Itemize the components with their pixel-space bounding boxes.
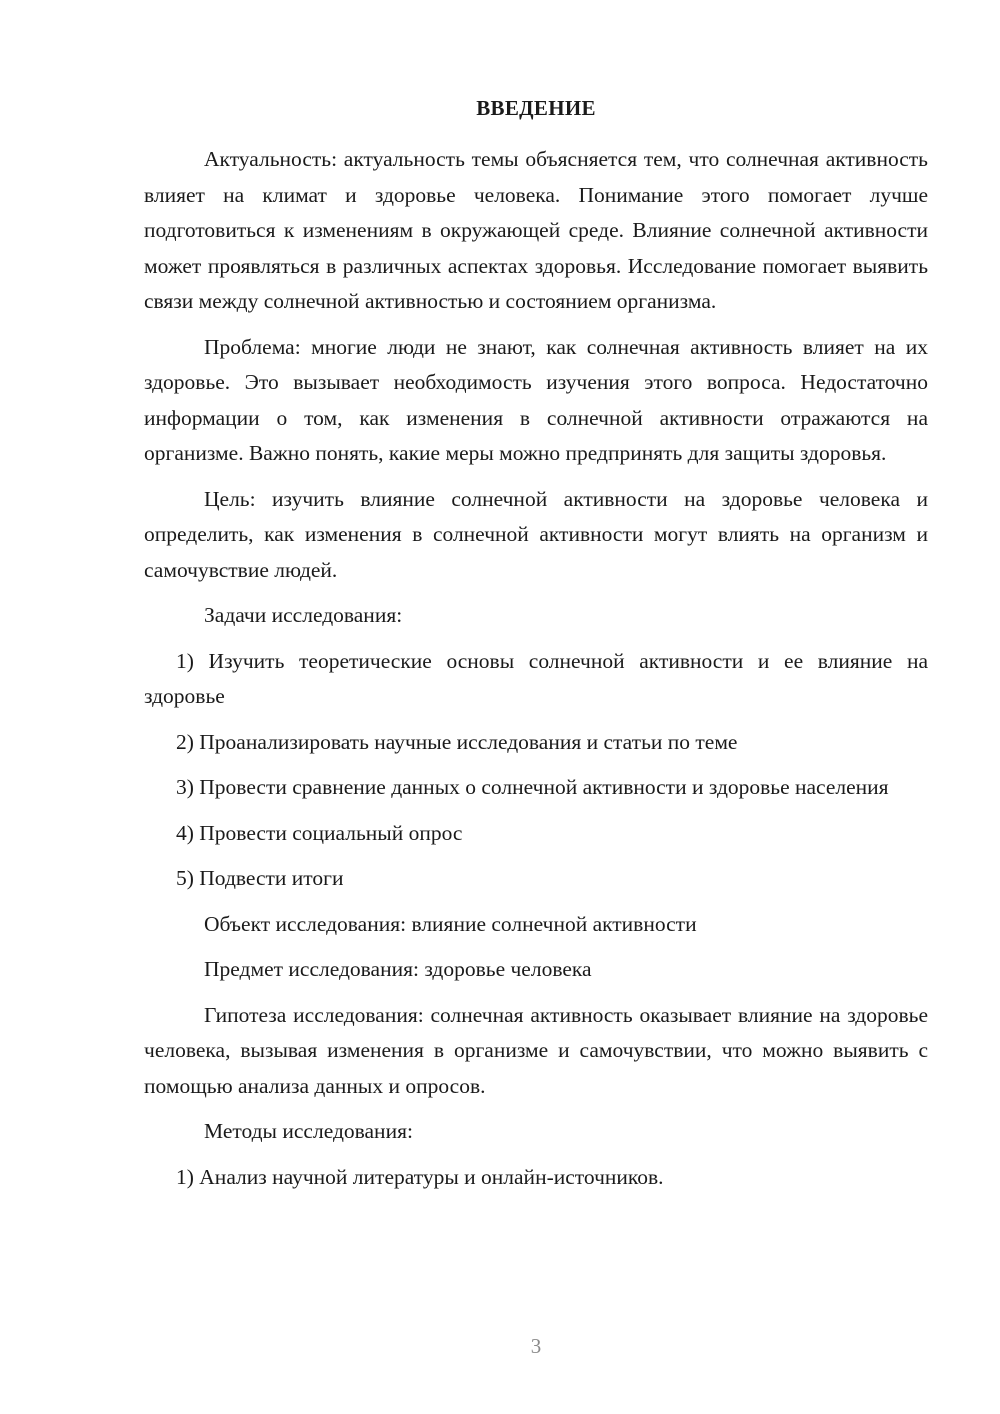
document-body <box>144 142 928 1205</box>
task-item-5: 5) Подвести итоги <box>176 866 344 890</box>
task-item-4: 4) Провести социальный опрос <box>176 820 463 845</box>
page-number: 3 <box>530 1334 542 1358</box>
object-paragraph: Объект исследования: влияние солнечной активности <box>204 911 697 936</box>
task-item-3: 3) Провести сравнение данных о солнечной активности и здоровье населения <box>176 775 889 799</box>
subject-paragraph: Предмет исследования: здоровье человека <box>204 957 592 981</box>
method-item-1: 1) Анализ научной литературы и онлайн-источников. <box>176 1164 664 1189</box>
goal-paragraph: Цель: изучить влияние солнечной активности на здоровье человека и определить, как изменения в солнечной активности могут влиять на организм и самочувствие людей. <box>144 486 928 582</box>
task-item-1: 1) Изучить теоретические основы солнечной активности и ее влияние на здоровье <box>144 648 928 708</box>
hypothesis-paragraph: Гипотеза исследования: солнечная активность оказывает влияние на здоровье человека, вызывая изменения в организме и самочувствии, что можно выявить с помощью анализа данных и опросов. <box>144 1002 928 1098</box>
methods-heading: Методы исследования: <box>204 1119 413 1143</box>
problem-paragraph: Проблема: многие люди не знают, как солнечная активность влияет на их здоровье. Это вызывает необходимость изучения этого вопроса. Недостаточно информации о том, как изменения в солнечной активности отражаются на организме. Важно понять, какие меры можно предпринять для защиты здоровья. <box>144 334 928 465</box>
task-item-2: 2) Проанализировать научные исследования и статьи по теме <box>176 729 738 754</box>
relevance-paragraph: Актуальность: актуальность темы объясняется тем, что солнечная активность влияет на климат и здоровье человека. Понимание этого помогает лучше подготовиться к изменениям в окружающей среде. Влияние солнечной активности может проявляться в различных аспектах здоровья. Исследование помогает выявить связи между солнечной активностью и состоянием организма. <box>144 147 928 313</box>
page-title: ВВЕДЕНИЕ <box>476 96 596 120</box>
tasks-heading: Задачи исследования: <box>204 603 403 627</box>
